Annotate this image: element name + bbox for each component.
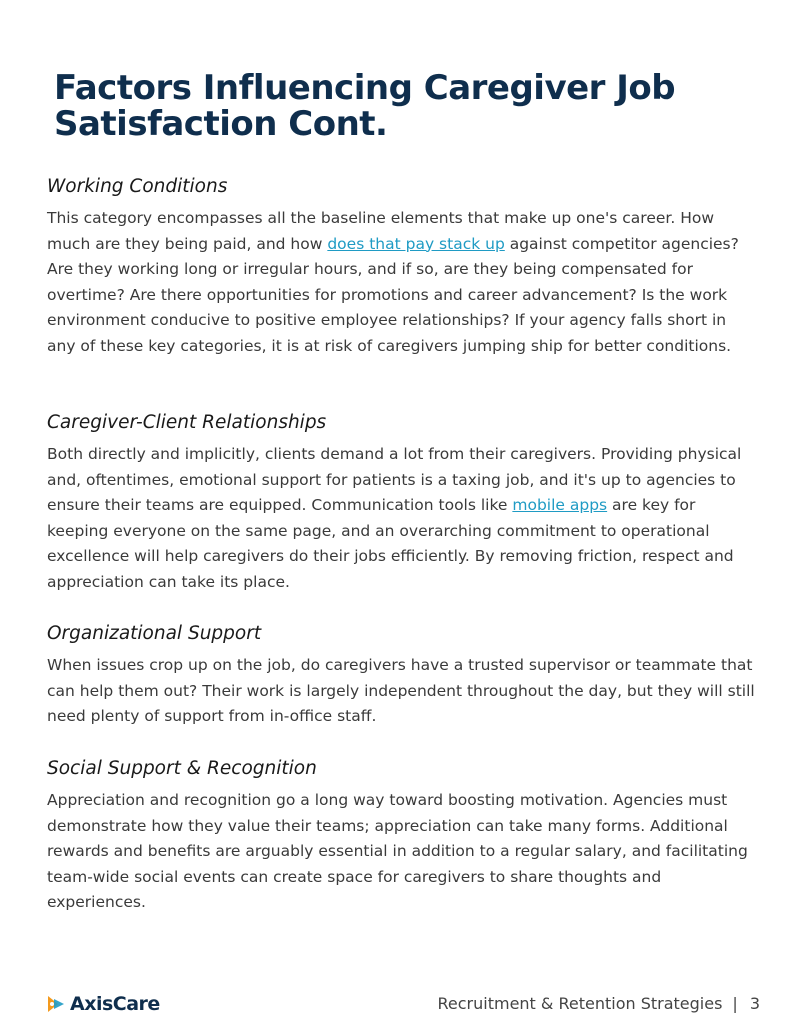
footer-info — [438, 994, 761, 1013]
page-number: 3 — [749, 994, 760, 1013]
section-body: When issues crop up on the job, do caregivers have a trusted supervisor or teammate that can help them out? Their work is largely independent throughout the day, but they will still need plenty of support from in-office staff. — [47, 656, 755, 725]
footer-separator: | — [732, 994, 738, 1013]
section-body — [47, 206, 759, 359]
section-heading: Social Support & Recognition — [47, 758, 317, 779]
page-footer — [0, 975, 800, 1035]
section-body: Appreciation and recognition go a long way toward boosting motivation. Agencies must demonstrate how they value their teams; appreciation can take many forms. Additional rewards and benefits are arguably essential in addition to a regular salary, and facilitating team-wide social events can create space for caregivers to share thoughts and experiences. — [47, 791, 748, 911]
section-organizational-support — [47, 622, 759, 730]
section-heading: Organizational Support — [47, 623, 262, 644]
section-heading: Working Conditions — [47, 176, 228, 197]
body-text: are key for keeping everyone on the same page, and an overarching commitment to operational excellence will help caregivers do their jobs efficiently. By removing friction, respect and appreciation can take its place. — [47, 496, 734, 591]
document-title: Recruitment & Retention Strategies — [437, 994, 723, 1013]
pay-stack-up-link[interactable]: does that pay stack up — [327, 234, 505, 253]
body-text: This category encompasses all the baseline elements that make up one's career. How much are they being paid, and how — [47, 209, 715, 253]
body-text: against competitor agencies? Are they working long or irregular hours, and if so, are they being compensated for overtime? Are there opportunities for promotions and career advancement? Is the work environment conducive to positive employee relationships? If your agency falls short in any of these key categories, it is at risk of caregivers jumping ship for better conditions. — [47, 234, 739, 355]
brand-logo — [46, 993, 160, 1015]
axiscare-logo-icon — [46, 994, 66, 1014]
section-social-support-recognition — [47, 757, 759, 916]
section-working-conditions — [47, 175, 759, 359]
section-body — [47, 442, 759, 595]
section-caregiver-client-relationships — [47, 411, 759, 595]
body-text: Both directly and implicitly, clients demand a lot from their caregivers. Providing physical and, oftentimes, emotional support for patients is a taxing job, and it's up to agencies to ensure their teams are equipped. Communication tools like — [47, 445, 742, 514]
section-heading: Caregiver-Client Relationships — [47, 412, 327, 433]
brand-name: AxisCare — [70, 993, 160, 1015]
page-title: Factors Influencing Caregiver Job Satisfaction Cont. — [54, 68, 676, 144]
mobile-apps-link[interactable]: mobile apps — [512, 496, 608, 514]
